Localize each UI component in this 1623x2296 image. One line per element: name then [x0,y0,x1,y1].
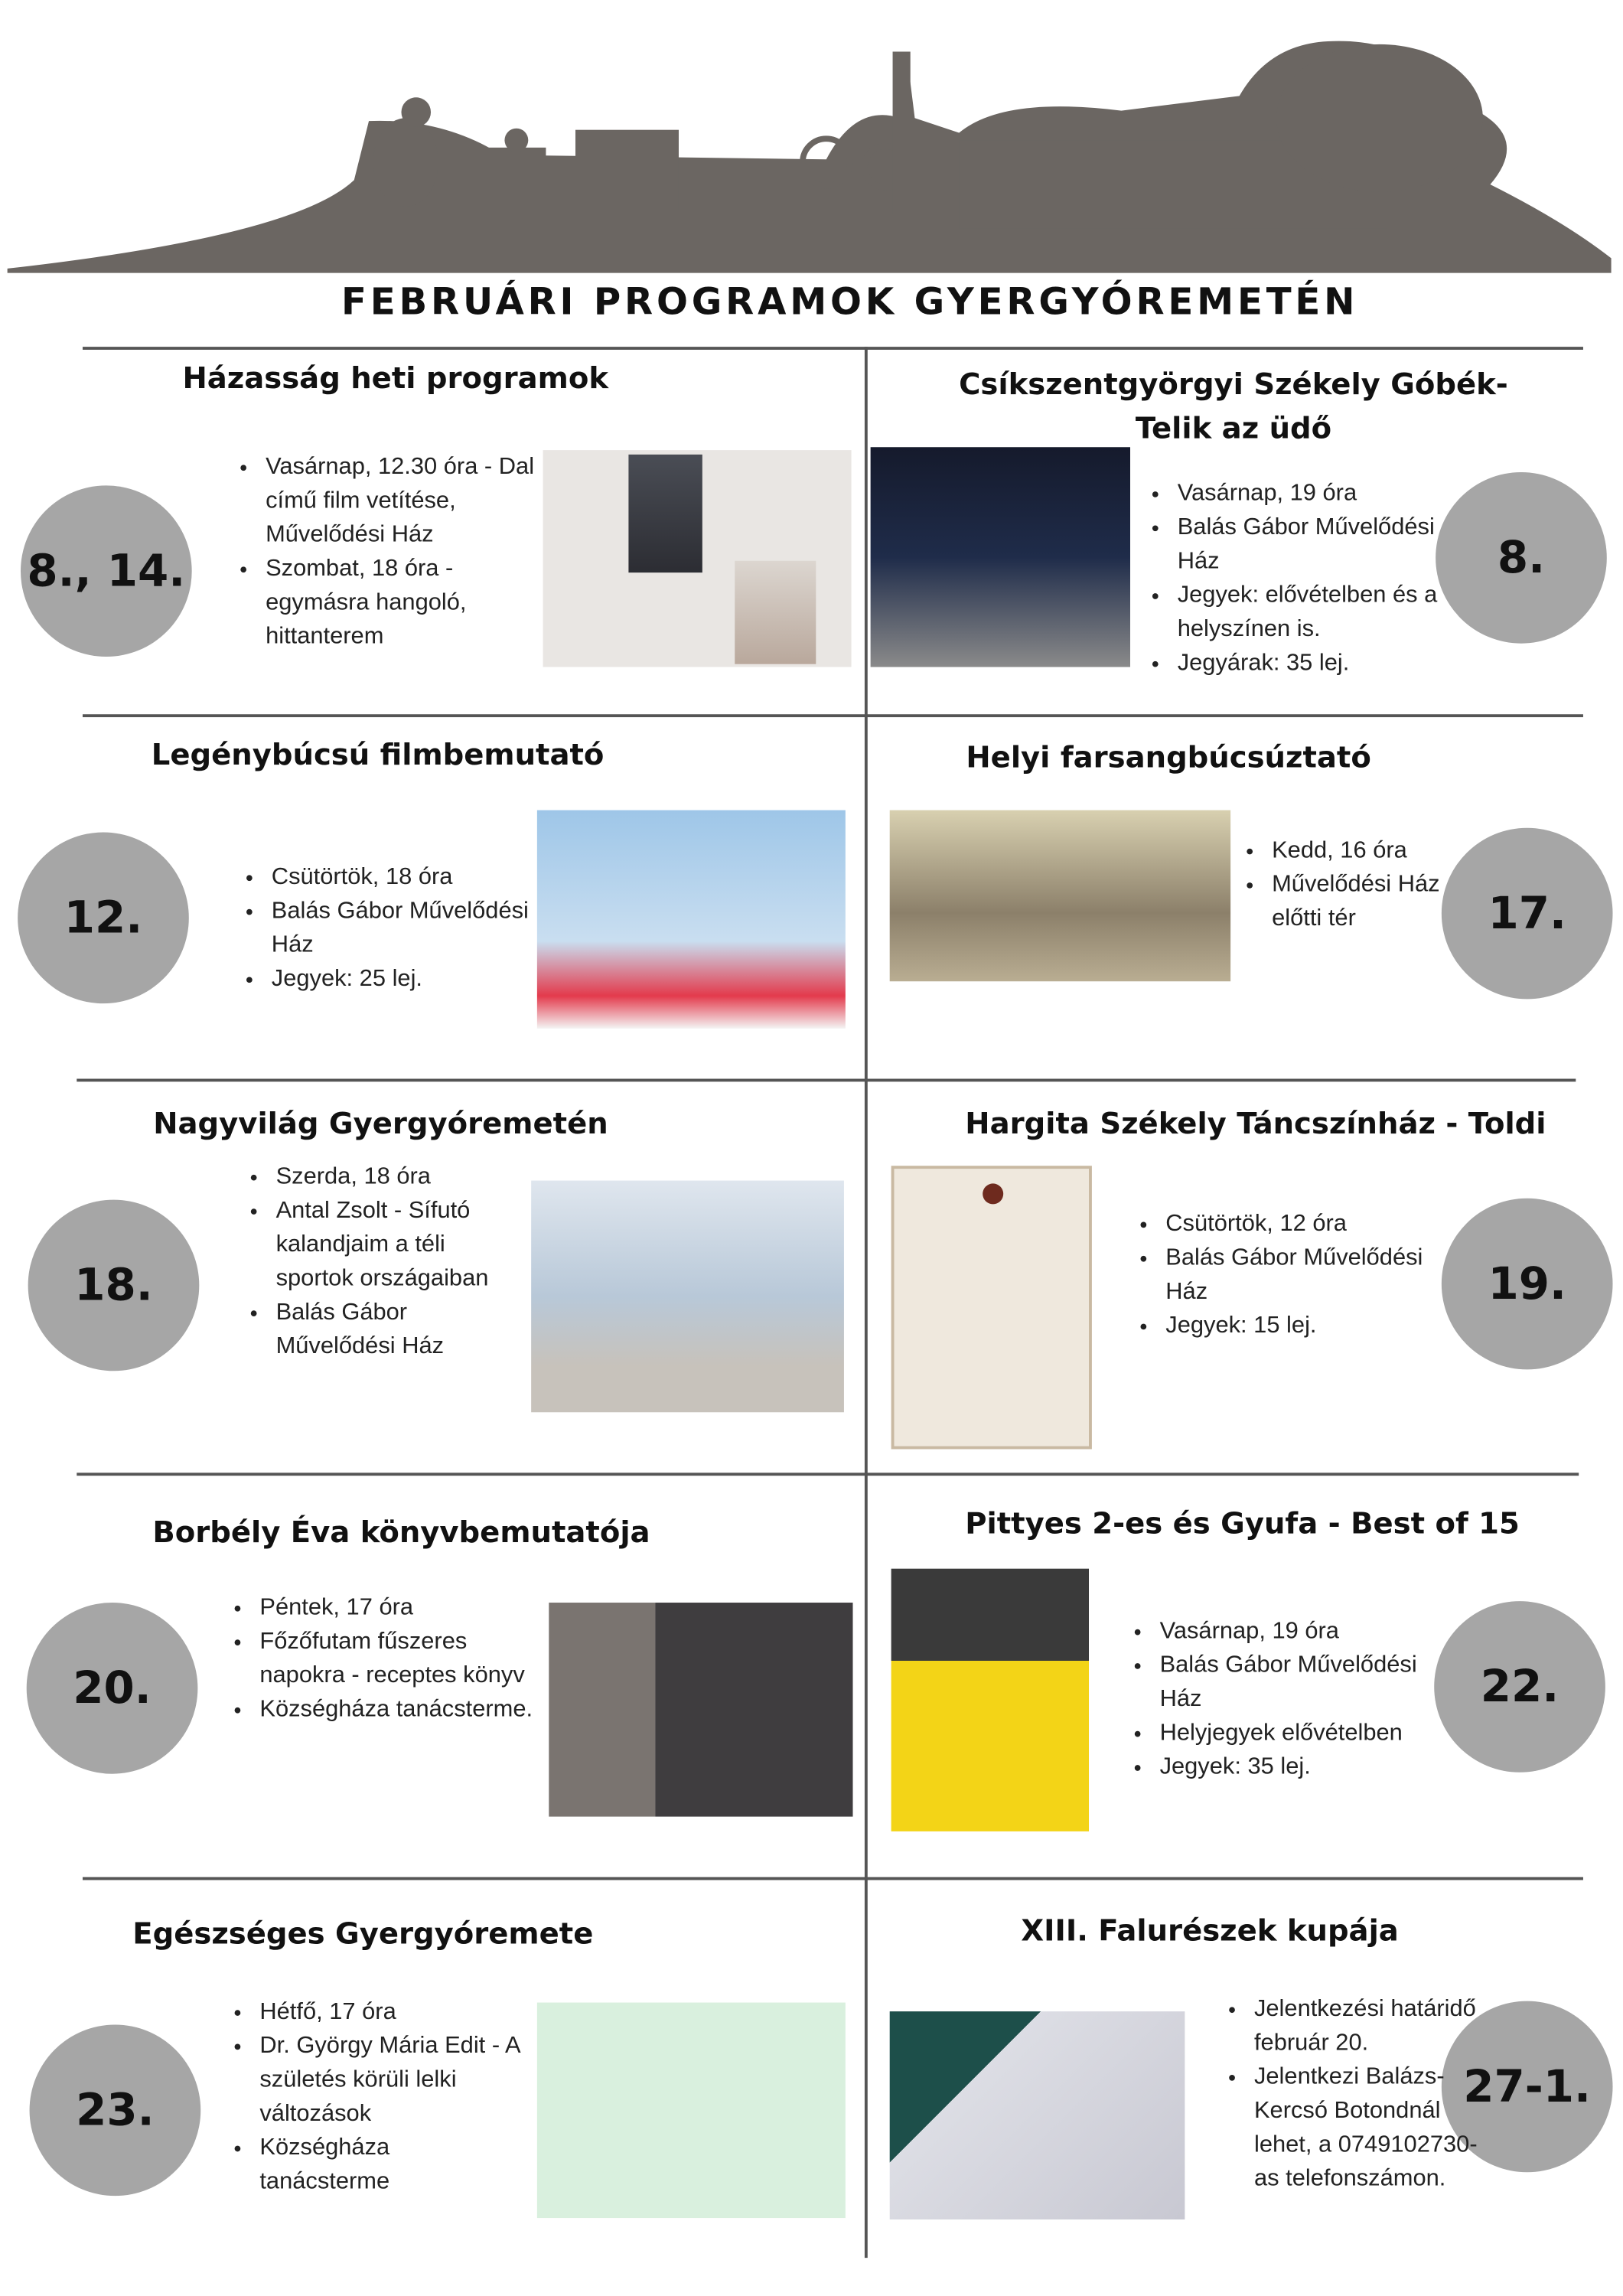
event-title: Hargita Székely Táncszínház - Toldi [965,1105,1546,1141]
event-details [233,450,551,654]
detail-item: • Szerda, 18 óra [273,1160,510,1194]
detail-item: • Jegyek: 15 lej. [1162,1309,1442,1342]
detail-item: • Dr. György Mária Edit - A születés körüli lelki változások [257,2029,523,2131]
date-badge: 23. [30,2024,201,2196]
event-title: Pittyes 2-es és Gyufa - Best of 15 [965,1505,1520,1541]
event-poster-image [871,447,1130,667]
detail-item: • Művelődési Ház előtti tér [1269,868,1461,936]
event-poster-image [891,1166,1092,1449]
detail-item: • Jegyárak: 35 lej. [1175,647,1470,680]
event-details [1240,833,1461,935]
detail-item: • Balás Gábor Művelődési Ház [269,894,549,962]
detail-item: • Jelentkezi Balázs-Kercsó Botondnál lehet, a 0749102730-as telefonszámon. [1251,2060,1494,2196]
event-title: Borbély Éva könyvbemutatója [152,1514,650,1550]
detail-item: • Községháza tanácsterme [257,2131,523,2199]
detail-item: • Szombat, 18 óra - egymásra hangoló, hittanterem [262,552,550,654]
date-badge: 19. [1442,1199,1613,1370]
detail-item: • Vasárnap, 19 óra [1175,477,1470,510]
detail-item: • Balás Gábor Művelődési Ház [1157,1649,1423,1717]
detail-item: • Csütörtök, 12 óra [1162,1207,1442,1241]
detail-item: • Balás Gábor Művelődési Ház [1175,510,1470,579]
event-title: Csíkszentgyörgyi Székely Góbék- [959,366,1508,402]
detail-item: • Vasárnap, 12.30 óra - Dal című film vetítése, Művelődési Ház [262,450,550,552]
date-badge: 27-1. [1442,2001,1613,2173]
event-title: Helyi farsangbúcsúztató [966,739,1371,775]
event-poster-image [537,2003,846,2219]
detail-item: • Jegyek: elővételben és a helyszínen is. [1175,579,1470,647]
event-poster-image [891,1569,1089,1831]
event-details [243,1160,509,1364]
event-poster-image [890,2011,1185,2219]
detail-item: • Községháza tanácsterme. [257,1693,552,1727]
date-badge: 22. [1434,1601,1605,1773]
detail-item: • Vasárnap, 19 óra [1157,1614,1423,1648]
divider [83,347,1583,350]
event-title: Egészséges Gyergyóremete [132,1915,594,1952]
detail-item: • Főzőfutam fűszeres napokra - receptes könyv [257,1625,552,1693]
detail-item: • Jegyek: 25 lej. [269,962,549,996]
event-poster-image [543,450,852,667]
event-title: Nagyvilág Gyergyóremetén [153,1105,608,1141]
date-badge: 8., 14. [21,485,192,657]
event-poster-image [549,1603,852,1817]
detail-item: • Balás Gábor Művelődési Ház [273,1296,510,1364]
event-details [227,1591,552,1727]
event-details [227,1995,523,2199]
event-details [1222,1992,1495,2196]
date-badge: 8. [1436,472,1607,644]
event-poster-image [531,1181,844,1413]
event-photo-image [890,810,1230,982]
event-details [1133,1207,1443,1342]
detail-item: • Jelentkezési határidő február 20. [1251,1992,1494,2060]
date-badge: 17. [1442,828,1613,1000]
detail-item: • Jegyek: 35 lej. [1157,1750,1423,1784]
event-details [1127,1614,1423,1784]
divider [83,714,1583,717]
divider [77,1079,1576,1082]
event-details [239,860,549,996]
detail-item: • Antal Zsolt - Sífutó kalandjaim a téli sportok országaiban [273,1194,510,1296]
detail-item: • Csütörtök, 18 óra [269,860,549,894]
detail-item: • Péntek, 17 óra [257,1591,552,1625]
event-title: XIII. Falurészek kupája [1021,1912,1399,1949]
event-title: Legénybúcsú filmbemutató [151,736,605,772]
event-poster-image [537,810,846,1029]
village-silhouette-banner [0,15,1623,272]
event-title: Házasság heti programok [182,360,609,396]
event-details [1145,477,1469,680]
detail-item: • Helyjegyek elővételben [1157,1716,1423,1750]
divider [77,1473,1579,1476]
event-title-line2: Telik az üdő [1135,410,1332,446]
divider [83,1877,1583,1880]
column-divider [865,347,867,2258]
detail-item: • Kedd, 16 óra [1269,833,1461,867]
detail-item: • Hétfő, 17 óra [257,1995,523,2029]
date-badge: 20. [27,1603,198,1774]
detail-item: • Balás Gábor Művelődési Ház [1162,1241,1442,1309]
date-badge: 12. [18,833,189,1004]
date-badge: 18. [28,1200,200,1371]
page-title: FEBRUÁRI PROGRAMOK GYERGYÓREMETÉN [341,280,1359,324]
